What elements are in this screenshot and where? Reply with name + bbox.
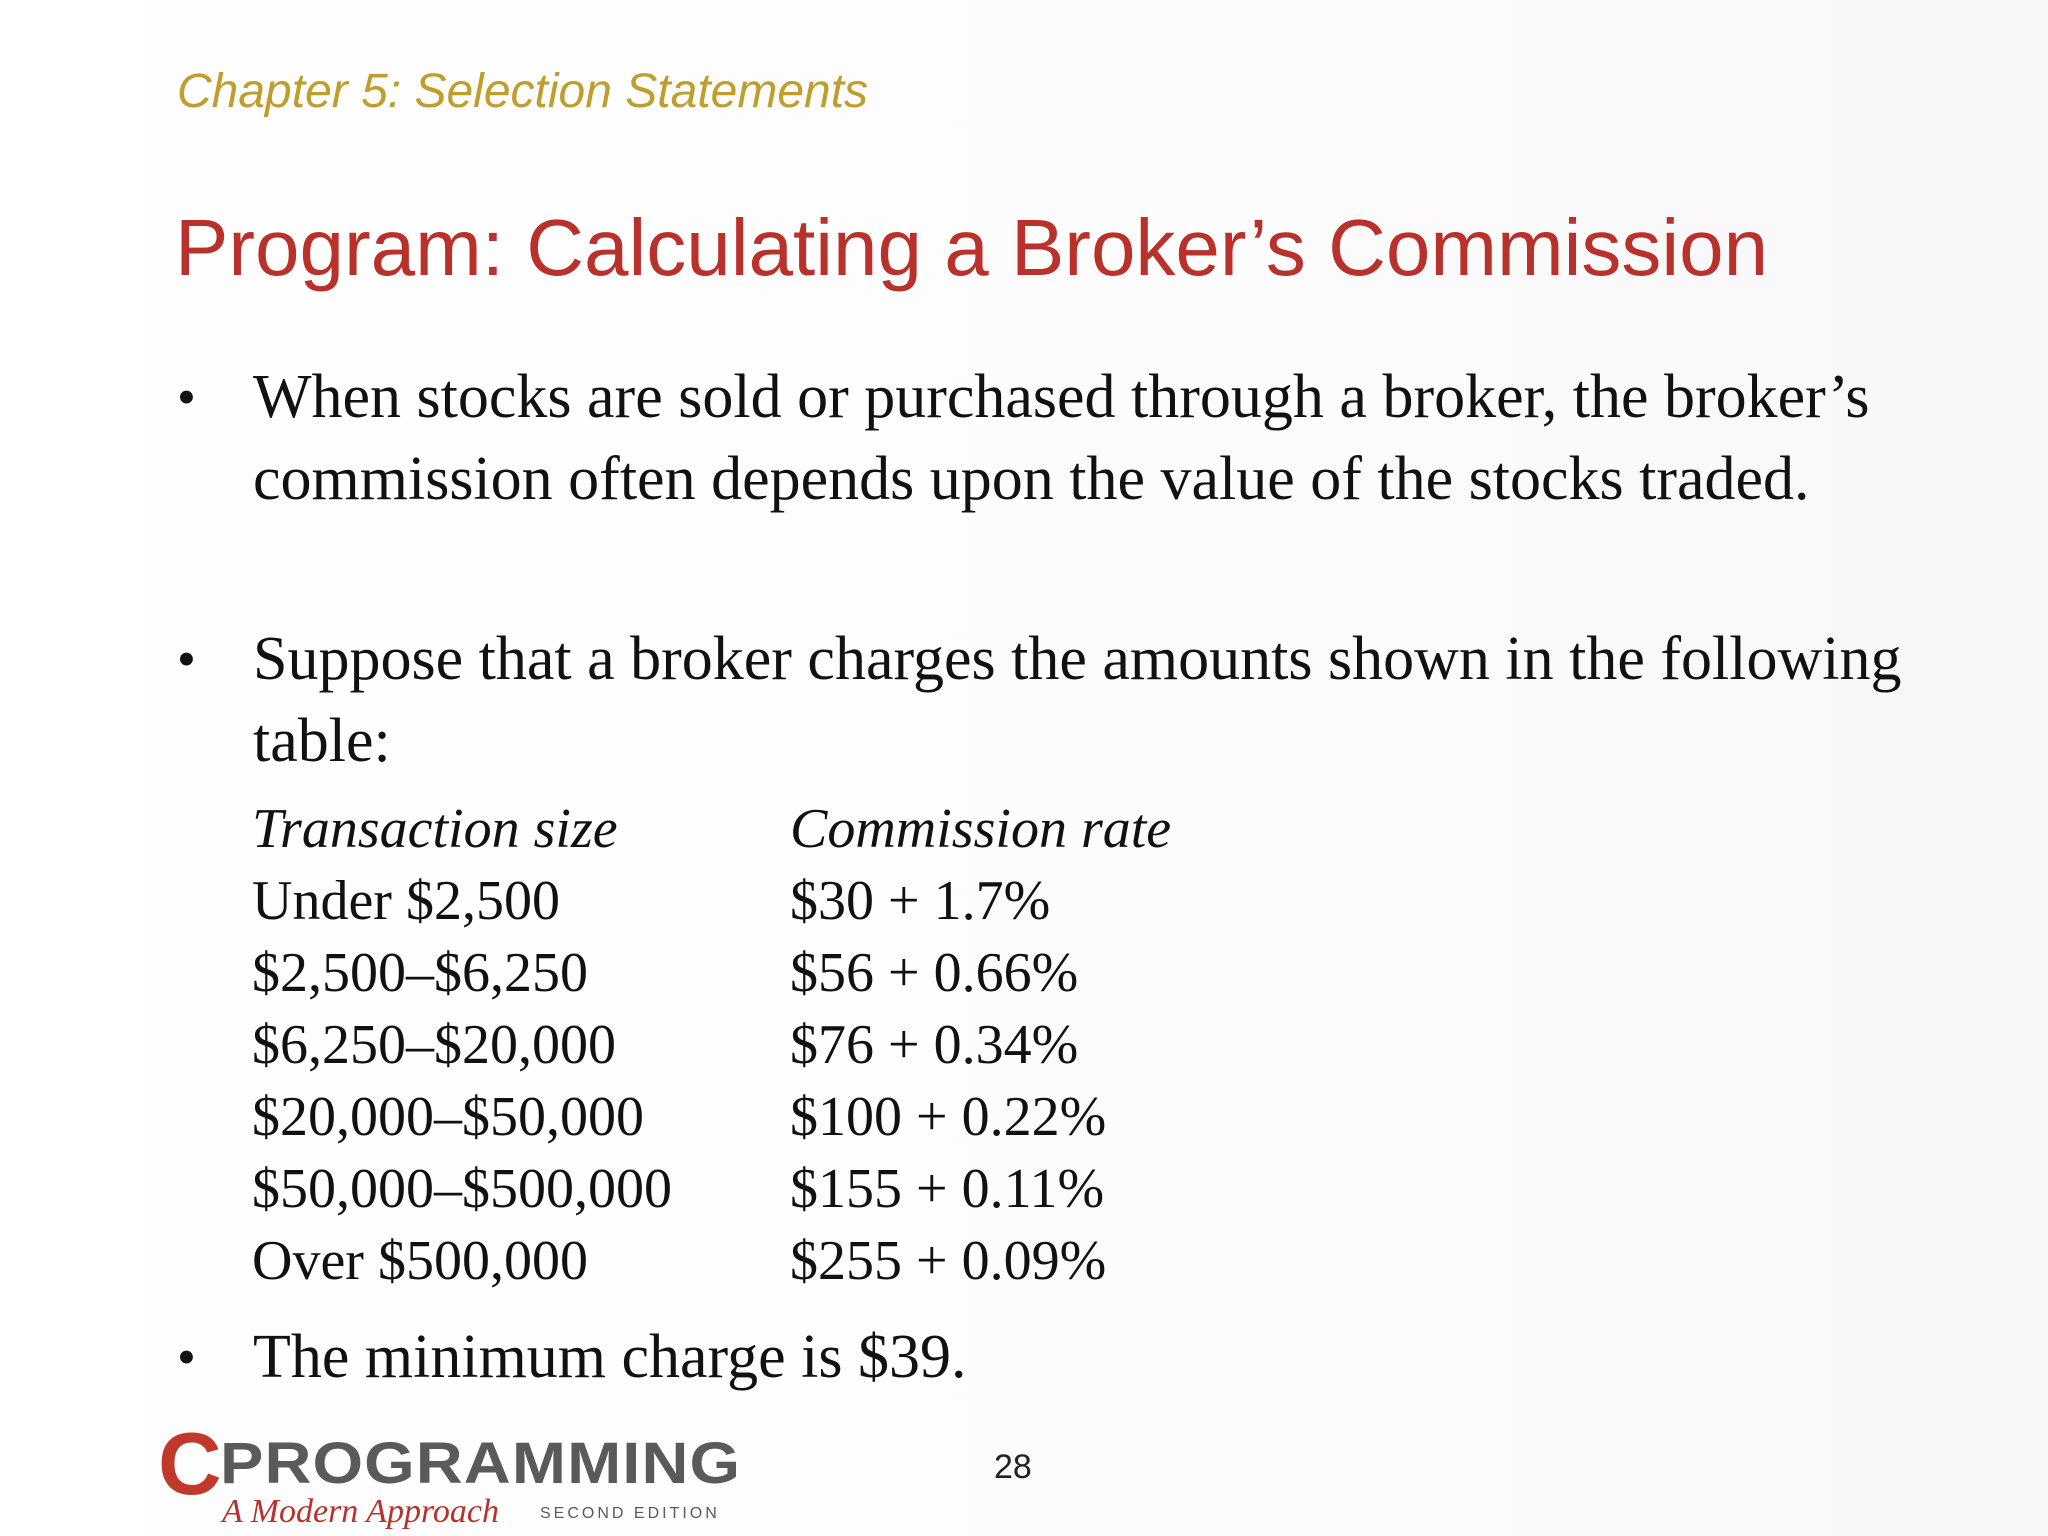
chapter-heading: Chapter 5: Selection Statements: [177, 65, 869, 118]
bullet-marker: •: [177, 367, 196, 427]
column-header-transaction-size: Transaction size: [252, 798, 618, 860]
commission-rate-cell: $155 + 0.11%: [790, 1158, 1105, 1220]
commission-rate-cell: $30 + 1.7%: [790, 870, 1051, 932]
transaction-size-cell: $2,500–$6,250: [252, 942, 588, 1004]
transaction-size-cell: Under $2,500: [252, 870, 560, 932]
commission-rate-cell: $100 + 0.22%: [790, 1086, 1107, 1148]
commission-rate-cell: $56 + 0.66%: [790, 942, 1079, 1004]
column-header-commission-rate: Commission rate: [790, 798, 1172, 860]
logo-edition: SECOND EDITION: [540, 1505, 720, 1522]
book-logo: [158, 1414, 758, 1532]
transaction-size-cell: $50,000–$500,000: [252, 1158, 672, 1220]
transaction-size-cell: $20,000–$50,000: [252, 1086, 644, 1148]
bullet-text: The minimum charge is $39.: [253, 1323, 967, 1391]
transaction-size-cell: $6,250–$20,000: [252, 1014, 616, 1076]
logo-programming-text: PROGRAMMING: [220, 1431, 742, 1496]
slide-title: Program: Calculating a Broker’s Commission: [175, 203, 1769, 292]
bullet-text: Suppose that a broker charges the amounts shown in the following table:: [253, 625, 1902, 775]
transaction-size-cell: Over $500,000: [252, 1230, 588, 1292]
bullet-text: When stocks are sold or purchased through a broker, the broker’s commission often depends upon the value of the stocks traded.: [253, 363, 1870, 513]
commission-rate-cell: $76 + 0.34%: [790, 1014, 1079, 1076]
commission-rate-cell: $255 + 0.09%: [790, 1230, 1107, 1292]
bullet-marker: •: [177, 1327, 196, 1387]
page-number: 28: [994, 1448, 1032, 1486]
logo-c-letter: C: [158, 1414, 222, 1513]
logo-subtitle: A Modern Approach: [222, 1493, 500, 1530]
bullet-marker: •: [177, 629, 196, 689]
